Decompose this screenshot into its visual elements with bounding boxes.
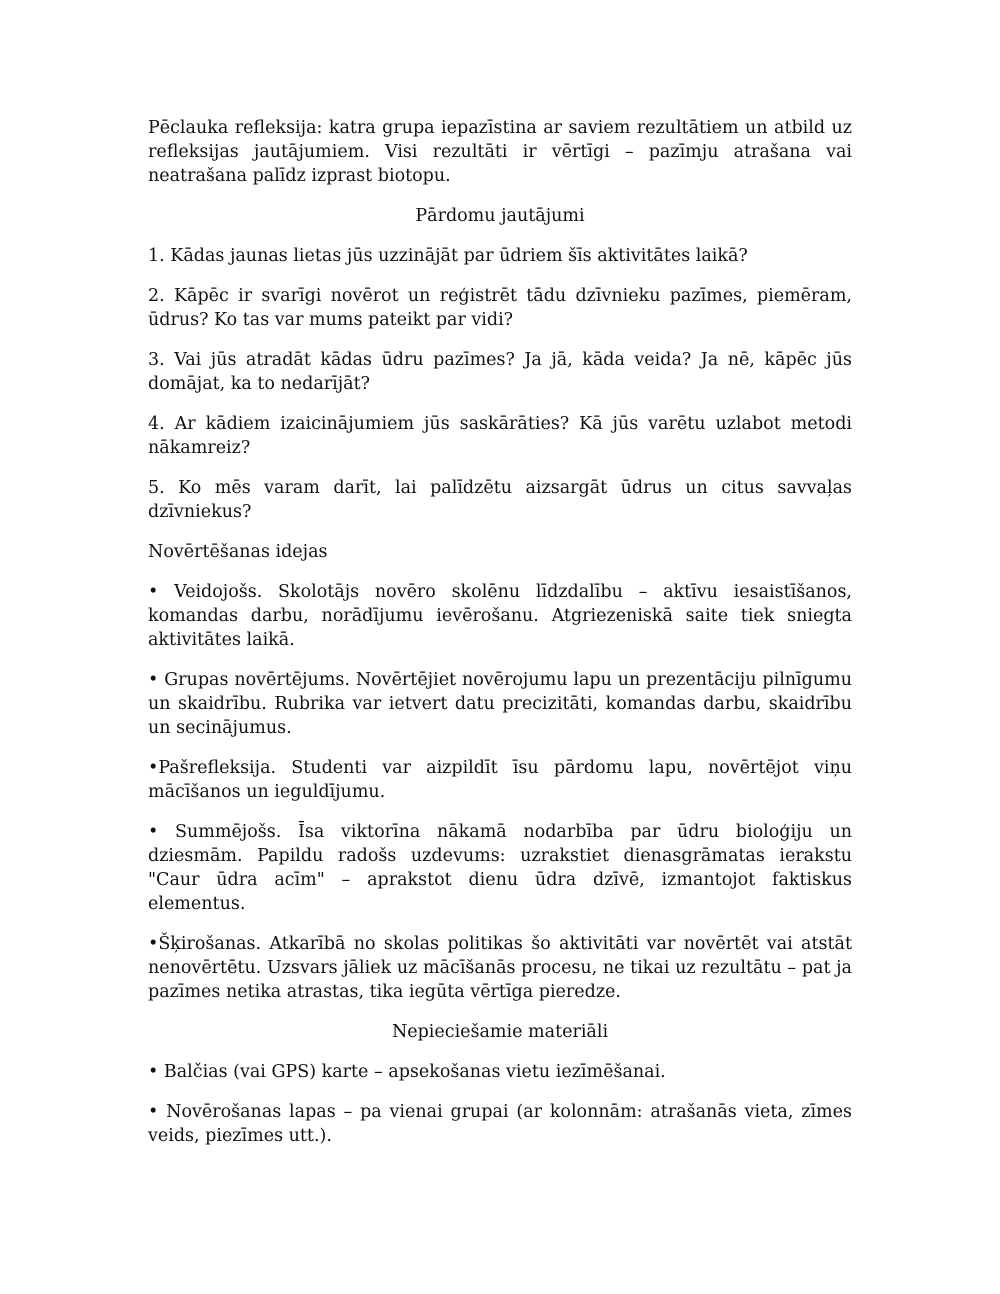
question-5: 5. Ko mēs varam darīt, lai palīdzētu aizsargāt ūdrus un citus savvaļas dzīvniekus? bbox=[148, 478, 852, 522]
assessment-item-grading: •Šķirošanas. Atkarībā no skolas politikas šo aktivitāti var novērtēt vai atstāt nenovērtētu. Uzsvars jāliek uz mācīšanās procesu, ne tikai uz rezultātu – pat ja pazīmes netika atrastas, tika iegūta vērtīga pieredze. bbox=[148, 934, 852, 1002]
assessment-item-self-reflection: •Pašrefleksija. Studenti var aizpildīt īsu pārdomu lapu, novērtējot viņu mācīšanos un ieguldījumu. bbox=[148, 758, 852, 802]
intro-paragraph: Pēclauka refleksija: katra grupa iepazīstina ar saviem rezultātiem un atbild uz refleksijas jautājumiem. Visi rezultāti ir vērtīgi – pazīmju atrašana vai neatrašana palīdz izprast biotopu. bbox=[148, 118, 852, 186]
assessment-item-formative: • Veidojošs. Skolotājs novēro skolēnu līdzdalību – aktīvu iesaistīšanos, komandas darbu, norādījumu ievērošanu. Atgriezeniskā saite tiek sniegta aktivitātes laikā. bbox=[148, 582, 852, 650]
materials-item-map: • Balčias (vai GPS) karte – apsekošanas vietu iezīmēšanai. bbox=[148, 1062, 666, 1082]
question-3: 3. Vai jūs atradāt kādas ūdru pazīmes? Ja jā, kāda veida? Ja nē, kāpēc jūs domājat, ka to nedarījāt? bbox=[148, 350, 852, 394]
question-4: 4. Ar kādiem izaicinājumiem jūs saskārāties? Kā jūs varētu uzlabot metodi nākamreiz? bbox=[148, 414, 852, 458]
assessment-heading: Novērtēšanas idejas bbox=[148, 542, 328, 562]
document-page bbox=[148, 116, 852, 1164]
assessment-item-summative: • Summējošs. Īsa viktorīna nākamā nodarbība par ūdru bioloģiju un dziesmām. Papildu radošs uzdevums: uzrakstiet dienasgrāmatas ierakstu "Caur ūdra acīm" – aprakstot dienu ūdra dzīvē, izmantojot faktiskus elementus. bbox=[148, 822, 852, 914]
assessment-item-group: • Grupas novērtējums. Novērtējiet novērojumu lapu un prezentāciju pilnīgumu un skaidrību. Rubrika var ietvert datu precizitāti, komandas darbu, skaidrību un secinājumus. bbox=[148, 670, 852, 738]
materials-heading: Nepieciešamie materiāli bbox=[391, 1022, 609, 1042]
question-1: 1. Kādas jaunas lietas jūs uzzinājāt par ūdriem šīs aktivitātes laikā? bbox=[148, 246, 748, 266]
materials-item-sheets: • Novērošanas lapas – pa vienai grupai (ar kolonnām: atrašanās vieta, zīmes veids, piezīmes utt.). bbox=[148, 1102, 852, 1146]
question-2: 2. Kāpēc ir svarīgi novērot un reģistrēt tādu dzīvnieku pazīmes, piemēram, ūdrus? Ko tas var mums pateikt par vidi? bbox=[148, 286, 852, 330]
reflection-heading: Pārdomu jautājumi bbox=[415, 206, 585, 226]
